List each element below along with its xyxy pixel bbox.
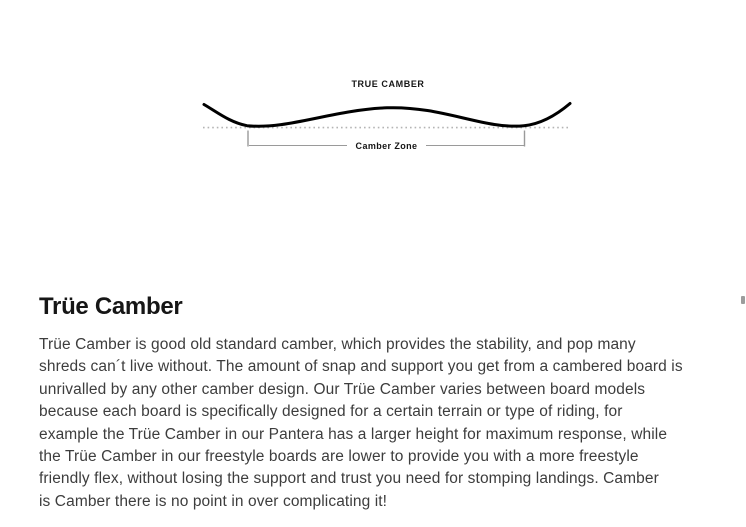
camber-diagram: [0, 0, 746, 170]
right-edge-cutoff-fragment: [741, 296, 745, 304]
bracket-right-line: [426, 145, 524, 146]
camber-curve: [204, 104, 570, 127]
camber-zone-bracket: [249, 139, 524, 152]
body-line: the Trüe Camber in our freestyle boards are lower to provide you with a more freestyle: [39, 448, 639, 466]
section-heading: Trüe Camber: [39, 293, 183, 320]
body-line: shreds can´t live without. The amount of snap and support you get from a cambered board is: [39, 358, 683, 376]
body-paragraph: [39, 334, 729, 513]
body-line: example the Trüe Camber in our Pantera has a larger height for maximum response, while: [39, 425, 668, 443]
diagram-title: TRUE CAMBER: [351, 79, 425, 89]
body-line: Trüe Camber is good old standard camber, which provides the stability, and pop many: [39, 336, 636, 353]
body-line: because each board is specifically designed for a certain terrain or type of riding, for: [39, 403, 623, 421]
camber-zone-label: Camber Zone: [355, 140, 418, 151]
body-line: unrivalled by any other camber design. Our Trüe Camber varies between board models: [39, 380, 646, 398]
body-line: is Camber there is no point in over complicating it!: [39, 492, 388, 510]
body-line: friendly flex, without losing the support and trust you need for stomping landings. Camber: [39, 470, 659, 488]
bracket-left-line: [249, 145, 347, 146]
